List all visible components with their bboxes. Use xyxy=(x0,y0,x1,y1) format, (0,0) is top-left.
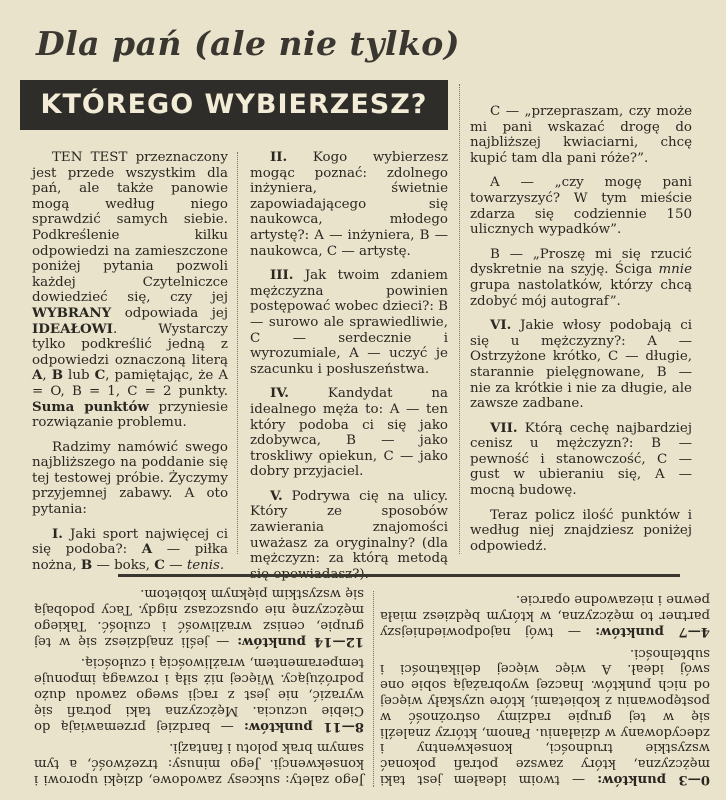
result-8-11: 8—11 punktów: — bardziej przemawiają do Ciebie uczucia. Mężczyzna taki potrafi się wyrazić, nie jest z racji swego zawodu dużo podróżujący. Więcej niż siłą i rozwagą imponuje temperamentem, wrażliwością i czułością. xyxy=(34,655,364,734)
answer-option-a: A — „czy mogę pani towarzyszyć? W tym mieście zdarza się codziennie 150 ulicznych wypadków”. xyxy=(470,175,692,238)
answer-option-c: C — „przepraszam, czy może mi pani wskazać drogę do najbliższej kwiaciarni, chcę kupić tam dla pani róże?”. xyxy=(470,104,692,166)
question-6: VI. Jakie włosy podobają ci się u mężczyzny?: A — Ostrzyżone krótko, C — długie, starannie pielęgnowane, B — nie za krótkie i nie za długie, ale zawsze zadbane. xyxy=(470,317,692,412)
result-4-7: 4—7 punktów: — twój najodpowiedniejszy partner to mężczyzna, w którym będziesz miała pewne i niezawodne oparcie. xyxy=(379,592,710,639)
column-separator xyxy=(373,591,374,787)
question-3: III. Jak twoim zdaniem mężczyzna powinien postępować wobec dzieci?: B — surowo ale sprawiedliwie, C — serdecznie i wyrozumiale, A — uczyć je szacunku i posłuszeństwa. xyxy=(250,267,448,377)
answers-column-1 xyxy=(380,585,710,787)
article-column-1 xyxy=(32,150,228,582)
question-7: VII. Którą cechę najbardziej cenisz u mężczyzn?: B — pewność i stanowczość, C — gust w ubieraniu się, A — mocną budowę. xyxy=(470,419,692,499)
section-supertitle: Dla pań (ale nie tylko) xyxy=(36,24,460,63)
article-column-2 xyxy=(250,150,448,591)
intro-paragraph: TEN TEST przeznaczony jest przede wszystkim dla pań, ale także panowie mogą według niego sprawdzić samych siebie. Podkreślenie kilku odpowiedzi na zamieszczone poniżej pytania pozwoli każdej Czytelniczce dowiedzieć się, czy jej WYBRANY odpowiada jej IDEAŁOWI. Wystarczy tylko podkreślić jedną z odpowiedzi oznaczoną literą A, B lub C, pamiętając, że A = O, B = 1, C = 2 punkty. Suma punktów przyniesie rozwiązanie problemu. xyxy=(32,150,228,431)
answer-option-b: B — „Proszę mi się rzucić dyskretnie na szyję. Ściga mnie grupa nastolatków, którzy chcą zdobyć mój autograf”. xyxy=(470,246,692,309)
outro-paragraph: Teraz policz ilość punktów i według niej znajdziesz poniżej odpowiedź. xyxy=(470,507,692,554)
question-1: I. Jaki sport najwięcej ci się podoba?: A — piłka nożna, B — boks, C — tenis. xyxy=(32,525,229,573)
question-5: V. Podrywa cię na ulicy. Który ze sposobów zawierania znajomości uważasz za oryginalny? (dla mężczyzn: za którą metodą xyxy=(250,487,448,567)
result-4-7-continued: Jego zalety: sukcesy zawodowe, dzięki uporowi i konsekwencji. Jego minusy: trzeźwość, a tym samym brak polotu i fantazji. xyxy=(34,740,364,787)
article-headline: KTÓREGO WYBIERZESZ? xyxy=(20,80,448,130)
answers-column-2 xyxy=(34,579,364,787)
invite-paragraph: Radzimy namówić swego najbliższego na poddanie się tej testowej próbie. Życzymy przyjemnej zabawy. A oto pytania: xyxy=(32,439,228,518)
result-0-3: 0—3 punktów: — twoim ideałem jest taki mężczyzna, który zawsze potrafi pokonać wszystkie trudności, konsekwentny i zdecydowany w działaniu. Panom, którzy znaleźli się w tej grupie radzimy ostrożność w postępowaniu z kobietami, które uzyskały więcej od nich punktów. Inaczej wyobrażają sobie one swój ideał. A więc więcej delikatności i subtelności. xyxy=(380,645,710,787)
column-separator xyxy=(459,84,460,554)
upside-down-answers xyxy=(24,586,714,791)
result-12-14: 12—14 punktów: — jeśli znajdziesz się w tej grupie, cenisz wrażliwość i czułość. Takiego mężczyznę nie opuszczasz nigdy. Tacy podobają się wszystkim pięknym kobietom. xyxy=(34,586,364,649)
question-2: II. Kogo wybierzesz mogąc poznać: zdolnego inżyniera, świetnie zapowiadającego się naukowca, młodego artystę?: A — inżyniera, B — naukowca, C — artystę. xyxy=(250,149,448,259)
article-column-3 xyxy=(470,104,692,563)
question-4: IV. Kandydat na idealnego męża to: A — ten który podoba ci się jako zdobywca, B — jako troskliwy opiekun, C — jako dobry przyjaciel. xyxy=(250,385,448,480)
section-divider xyxy=(118,574,680,577)
column-separator xyxy=(237,152,238,554)
